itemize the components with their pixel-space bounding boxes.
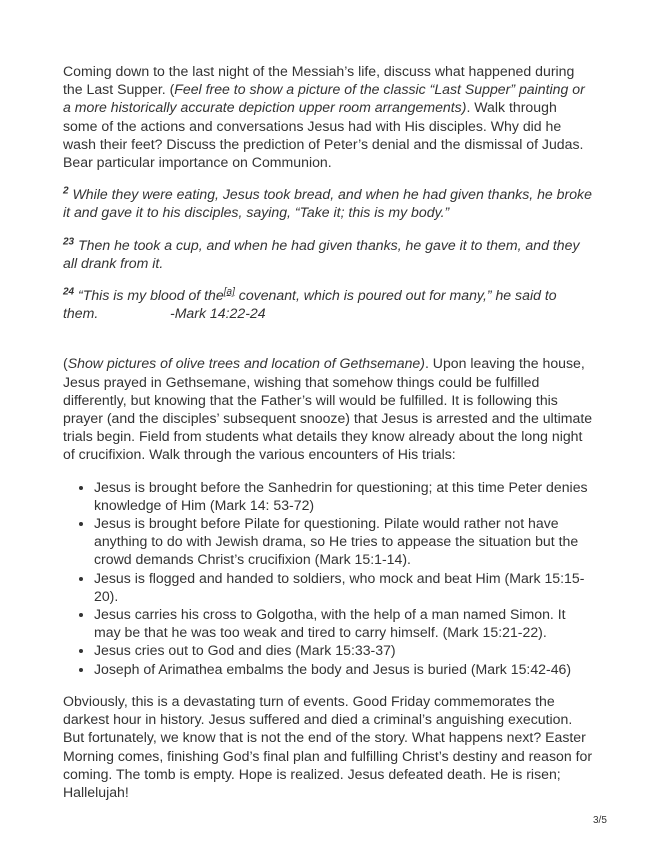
verse-22: [63, 185, 593, 221]
verse-text: “This is my blood of the: [74, 287, 224, 304]
trials-list: [63, 478, 593, 678]
verse-text: Then he took a cup, and when he had given thanks, he gave it to them, and they all drank from it.: [63, 236, 580, 271]
list-item: • Jesus cries out to God and dies (Mark 15:33-37): [94, 641, 593, 659]
gethsemane-italic-note: Show pictures of olive trees and location of Gethsemane): [67, 355, 425, 372]
verse-number: 24: [63, 286, 75, 298]
verse-number: 2: [63, 185, 69, 197]
intro-text-end: . Walk through some of the actions and conversations Jesus had with His disciples. Why did he wash their feet? Discuss the prediction of Peter’s denial and the dismissal of Judas. Bear particular importance on Communion.: [63, 99, 584, 171]
list-item: • Joseph of Arimathea embalms the body and Jesus is buried (Mark 15:42-46): [94, 660, 593, 678]
verse-text: covenant, which is poured out for many,” he said to: [234, 287, 557, 304]
footnote-link[interactable]: [a]: [223, 286, 235, 298]
intro-text-start: Coming down to the last night of the Messiah’s life, discuss what happened during the Last Supper. (: [63, 63, 575, 98]
verse-23: [63, 236, 593, 272]
page-number: 3/5: [593, 815, 607, 826]
list-item: • Jesus carries his cross to Golgotha, with the help of a man named Simon. It may be that he was too weak and tired to carry himself. (Mark 15:21-22).: [94, 605, 593, 641]
verse-text: them.: [63, 305, 99, 322]
gethsemane-text: . Upon leaving the house, Jesus prayed in Gethsemane, wishing that somehow things could be fulfilled differently, but knowing that the Father’s will would be fulfilled. It is following this prayer (and the disciples’ subsequent snooze) that Jesus is arrested and the ultimate trials begin. Field from students what details they know already about the long night of crucifixion. Walk through the various encounters of His trials:: [63, 355, 593, 463]
list-item: • Jesus is brought before the Sanhedrin for questioning; at this time Peter denies knowledge of Him (Mark 14: 53-72): [94, 478, 593, 514]
verse-number: 23: [63, 235, 75, 247]
gethsemane-paragraph: (Show pictures of olive trees and location of Gethsemane). Upon leaving the house, Jesus prayed in Gethsemane, wishing that somehow things could be fulfilled differently, but knowing that the Father’s will would be fulfilled. It is following this prayer (and the disciples’ subsequent snooze) that Jesus is arrested and the ultimate trials begin. Field from students what details they know already about the long night of crucifixion. Walk through the various encounters of His trials:: [63, 355, 593, 463]
verse-24: [63, 286, 593, 322]
verse-text: While they were eating, Jesus took bread, and when he had given thanks, he broke it and gave it to his disciples, saying, “Take it; this is my body.”: [63, 186, 592, 221]
document-page: [63, 62, 593, 801]
list-item: • Jesus is brought before Pilate for questioning. Pilate would rather not have anything to do with Jewish drama, so He tries to appease the situation but the crowd demands Christ’s crucifixion (Mark 15:1-14).: [94, 514, 593, 569]
intro-italic-note: Feel free to show a picture of the classic “Last Supper” painting or a more historically accurate depiction upper room arrangements): [63, 81, 585, 116]
scripture-reference: -Mark 14:22-24: [170, 305, 266, 322]
intro-paragraph: [63, 62, 593, 171]
list-item: • Jesus is flogged and handed to soldiers, who mock and beat Him (Mark 15:15-20).: [94, 569, 593, 605]
conclusion-paragraph: Obviously, this is a devastating turn of events. Good Friday commemorates the darkest hour in history. Jesus suffered and died a criminal’s anguishing execution. But fortunately, we know that is not the end of the story. What happens next? Easter Morning comes, finishing God’s final plan and fulfilling Christ’s destiny and reason for coming. The tomb is empty. Hope is realized. Jesus defeated death. He is risen; Hallelujah!: [63, 692, 593, 800]
